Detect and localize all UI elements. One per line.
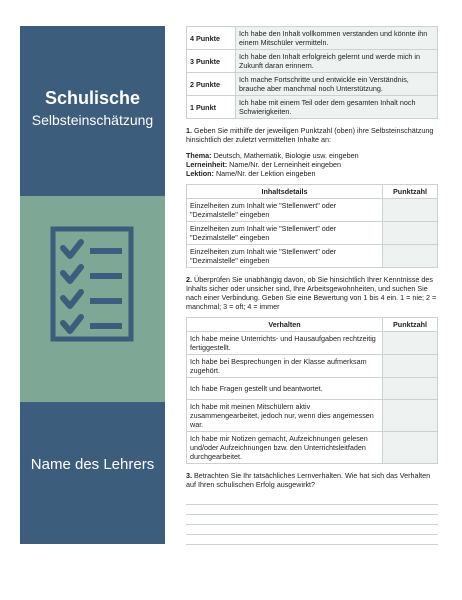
column-header: Inhaltsdetails: [187, 185, 383, 199]
score-cell[interactable]: [383, 432, 438, 464]
column-header: Punktzahl: [383, 318, 438, 332]
checklist-icon: [50, 226, 134, 342]
table-row: [187, 27, 438, 50]
lerneinheit-label: Lerneinheit:: [186, 160, 228, 169]
column-header: Punktzahl: [383, 185, 438, 199]
answer-lines[interactable]: [186, 495, 438, 545]
lesson-meta: [186, 151, 438, 178]
table-row: [187, 245, 438, 268]
section-text: Geben Sie mithilfe der jeweiligen Punktzahl (oben) ihre Selbsteinschätzung hinsichtlich der zuletzt vermittelten Inhalte an:: [186, 126, 434, 144]
points-label: 4 Punkte: [187, 27, 236, 50]
column-header: Verhalten: [187, 318, 383, 332]
table-row: [187, 199, 438, 222]
thema-field[interactable]: Deutsch, Mathematik, Biologie usw. eingeben: [213, 151, 359, 160]
content-details-table: [186, 184, 438, 268]
details-cell[interactable]: Einzelheiten zum Inhalt wie "Stellenwert" oder "Dezimalstelle" eingeben: [187, 199, 383, 222]
answer-line[interactable]: [186, 495, 438, 505]
answer-line[interactable]: [186, 505, 438, 515]
table-row: [187, 400, 438, 432]
page-subtitle: Selbsteinschätzung: [31, 112, 154, 128]
section-1-instructions: [186, 126, 438, 144]
points-description: Ich habe den Inhalt vollkommen verstanden und könnte ihn einem Mitschüler vermitteln.: [236, 27, 438, 50]
behavior-cell: Ich habe bei Besprechungen in der Klasse aufmerksam zugehört.: [187, 355, 383, 378]
table-row: [187, 50, 438, 73]
behavior-cell: Ich habe Fragen gestellt und beantwortet.: [187, 378, 383, 400]
answer-line[interactable]: [186, 525, 438, 535]
points-label: 2 Punkte: [187, 73, 236, 96]
points-label: 3 Punkte: [187, 50, 236, 73]
table-row: [187, 332, 438, 355]
sidebar-footer-panel: [20, 402, 165, 544]
table-row: [187, 222, 438, 245]
score-cell[interactable]: [383, 332, 438, 355]
section-2-instructions: [186, 275, 438, 311]
table-row: [187, 73, 438, 96]
behavior-cell: Ich habe mir Notizen gemacht, Aufzeichnungen gelesen und/oder Aufzeichnungen bzw. den Unterrichtsleitfaden durchgearbeitet.: [187, 432, 383, 464]
table-row: [187, 355, 438, 378]
section-number: 3.: [186, 471, 192, 480]
answer-line[interactable]: [186, 515, 438, 525]
score-cell[interactable]: [383, 245, 438, 268]
table-row: [187, 96, 438, 119]
section-text: Betrachten Sie Ihr tatsächliches Lernverhalten. Wie hat sich das Verhalten auf Ihren schulischen Erfolg ausgewirkt?: [186, 471, 431, 489]
lektion-field[interactable]: Name/Nr. der Lektion eingeben: [215, 169, 316, 178]
details-cell[interactable]: Einzelheiten zum Inhalt wie "Stellenwert" oder "Dezimalstelle" eingeben: [187, 245, 383, 268]
points-label: 1 Punkt: [187, 96, 236, 119]
sidebar: [20, 26, 165, 544]
points-description: Ich habe den Inhalt erfolgreich gelernt und werde mich in Zukunft daran erinnern.: [236, 50, 438, 73]
thema-label: Thema:: [186, 151, 212, 160]
points-description: Ich habe mit einem Teil oder dem gesamten Inhalt noch Schwierigkeiten.: [236, 96, 438, 119]
score-cell[interactable]: [383, 222, 438, 245]
points-description: Ich mache Fortschritte und entwickle ein Verständnis, brauche aber manchmal noch Unterstützung.: [236, 73, 438, 96]
sidebar-header-panel: [20, 26, 165, 196]
behavior-cell: Ich habe meine Unterrichts- und Hausaufgaben rechtzeitig fertiggestellt.: [187, 332, 383, 355]
section-text: Überprüfen Sie unabhängig davon, ob Sie hinsichtlich Ihrer Kenntnisse des Inhalts sicher oder unsicher sind, Ihre Arbeitsgewohnheiten, und suchen Sie nach einer Verbindung. Geben Sie eine Bewertung von 1 bis 4 ein. 1 = nie; 2 = manchmal; 3 = oft; 4 = immer: [186, 275, 437, 311]
score-cell[interactable]: [383, 355, 438, 378]
lerneinheit-field[interactable]: Name/Nr. der Lerneinheit eingeben: [229, 160, 342, 169]
score-cell[interactable]: [383, 378, 438, 400]
page-title: Schulische: [44, 88, 141, 108]
teacher-name[interactable]: Name des Lehrers: [30, 456, 155, 473]
table-header-row: [187, 185, 438, 199]
points-legend-table: [186, 26, 438, 119]
lektion-label: Lektion:: [186, 169, 214, 178]
behavior-table: [186, 317, 438, 464]
section-number: 1.: [186, 126, 192, 135]
score-cell[interactable]: [383, 199, 438, 222]
table-row: [187, 378, 438, 400]
table-header-row: [187, 318, 438, 332]
section-3-instructions: [186, 471, 438, 489]
section-number: 2.: [186, 275, 192, 284]
main-content: [186, 26, 438, 545]
answer-line[interactable]: [186, 535, 438, 545]
score-cell[interactable]: [383, 400, 438, 432]
behavior-cell: Ich habe mit meinen Mitschülern aktiv zusammengearbeitet, jedoch nur, wenn dies angemessen war.: [187, 400, 383, 432]
table-row: [187, 432, 438, 464]
details-cell[interactable]: Einzelheiten zum Inhalt wie "Stellenwert" oder "Dezimalstelle" eingeben: [187, 222, 383, 245]
